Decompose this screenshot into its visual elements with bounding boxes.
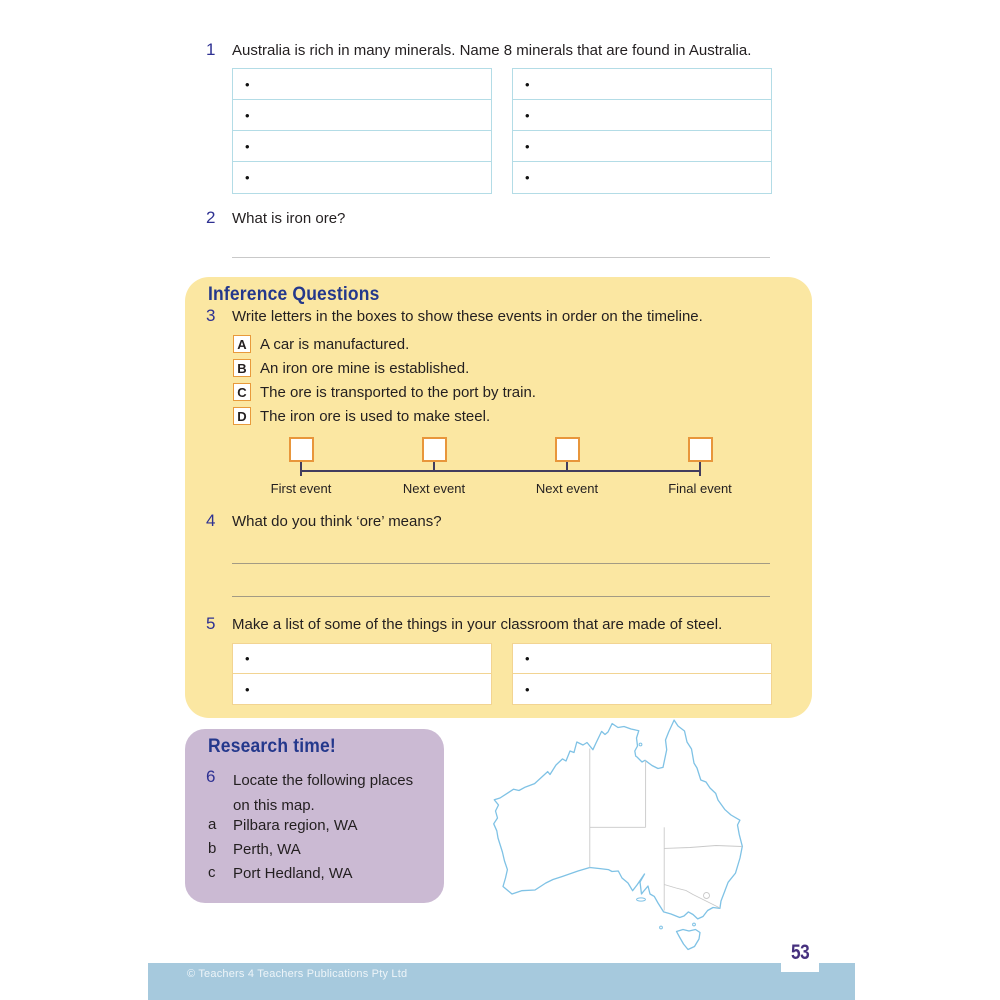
question-3-number: 3 — [206, 306, 216, 325]
timeline-label: Next event — [402, 481, 466, 496]
event-letter-chip — [233, 359, 251, 377]
mineral-answer-row[interactable] — [233, 162, 491, 193]
bullet-icon: • — [525, 170, 530, 185]
event-text: The iron ore is used to make steel. — [260, 408, 491, 425]
event-text: A car is manufactured. — [260, 336, 410, 353]
bullet-icon: • — [245, 76, 250, 92]
event-letter: C — [237, 384, 247, 400]
event-letter: B — [237, 360, 247, 376]
bullet-icon: • — [525, 76, 530, 92]
question-5-number: 5 — [206, 614, 216, 633]
event-letter-chip — [233, 407, 251, 425]
australia-coastline — [494, 720, 743, 919]
question-2-number: 2 — [206, 208, 216, 227]
answer-line[interactable] — [232, 596, 770, 597]
question-6-text: Locate the following places on this map. — [233, 772, 414, 814]
steel-answer-row[interactable] — [233, 674, 491, 704]
question-2-text: What is iron ore? — [232, 210, 346, 227]
event-text: An iron ore mine is established. — [260, 360, 470, 377]
page-number-tab — [781, 942, 819, 972]
mineral-answer-row[interactable] — [513, 69, 771, 100]
mineral-answer-row[interactable] — [513, 162, 771, 193]
bullet-icon: • — [525, 138, 530, 154]
event-letter: A — [237, 336, 247, 352]
bullet-icon: • — [525, 651, 530, 666]
timeline-line — [300, 470, 701, 472]
timeline-label: First event — [270, 481, 332, 496]
bullet-icon: • — [245, 170, 250, 185]
question-1-text: Australia is rich in many minerals. Name 8 minerals that are found in Australia. — [232, 42, 752, 59]
item-b-letter: b — [208, 840, 217, 857]
timeline-label: Final event — [668, 481, 732, 496]
mineral-answer-row[interactable] — [233, 131, 491, 162]
item-a-text: Pilbara region, WA — [233, 817, 358, 834]
timeline-answer-box[interactable] — [289, 437, 314, 462]
item-b-text: Perth, WA — [233, 841, 301, 858]
copyright-text: © Teachers 4 Teachers Publications Pty Ltd — [187, 968, 408, 980]
event-text: The ore is transported to the port by train. — [260, 384, 536, 401]
inference-section-heading: Inference Questions — [208, 284, 380, 305]
bullet-icon: • — [245, 107, 250, 123]
steel-answer-box-left — [232, 643, 492, 705]
event-letter-chip — [233, 335, 251, 353]
timeline-answer-box[interactable] — [555, 437, 580, 462]
timeline-tick — [300, 462, 302, 476]
tasmania-outline — [677, 930, 701, 950]
steel-answer-row[interactable] — [513, 644, 771, 674]
mineral-answer-row[interactable] — [233, 100, 491, 131]
item-c-letter: c — [208, 864, 216, 881]
kangaroo-island — [637, 898, 646, 901]
island-dot — [660, 926, 663, 929]
research-section-heading: Research time! — [208, 736, 336, 757]
item-c-text: Port Hedland, WA — [233, 865, 353, 882]
australia-map[interactable] — [490, 718, 752, 962]
timeline-tick — [699, 462, 701, 476]
bullet-icon: • — [245, 651, 250, 666]
minerals-answer-box-right — [512, 68, 772, 194]
answer-line[interactable] — [232, 563, 770, 564]
island-dot — [693, 923, 696, 926]
mineral-answer-row[interactable] — [233, 69, 491, 100]
event-letter-chip — [233, 383, 251, 401]
answer-line[interactable] — [232, 257, 770, 258]
timeline-answer-box[interactable] — [688, 437, 713, 462]
question-4-number: 4 — [206, 511, 216, 530]
mineral-answer-row[interactable] — [513, 131, 771, 162]
question-6-number: 6 — [206, 767, 216, 786]
bullet-icon: • — [245, 681, 250, 697]
mineral-answer-row[interactable] — [513, 100, 771, 131]
bullet-icon: • — [525, 107, 530, 123]
question-5-text: Make a list of some of the things in your classroom that are made of steel. — [232, 616, 723, 633]
question-4-text: What do you think ‘ore’ means? — [232, 513, 442, 530]
question-1-number: 1 — [206, 40, 216, 59]
minerals-answer-box-left — [232, 68, 492, 194]
steel-answer-box-right — [512, 643, 772, 705]
steel-answer-row[interactable] — [233, 644, 491, 674]
timeline-label: Next event — [535, 481, 599, 496]
event-letter: D — [237, 408, 247, 424]
item-a-letter: a — [208, 816, 217, 833]
island-dot — [639, 743, 642, 746]
page-number: 53 — [790, 941, 810, 964]
timeline-answer-box[interactable] — [422, 437, 447, 462]
question-3-text: Write letters in the boxes to show these events in order on the timeline. — [232, 308, 703, 325]
bullet-icon: • — [245, 138, 250, 154]
bullet-icon: • — [525, 681, 530, 697]
steel-answer-row[interactable] — [513, 674, 771, 704]
